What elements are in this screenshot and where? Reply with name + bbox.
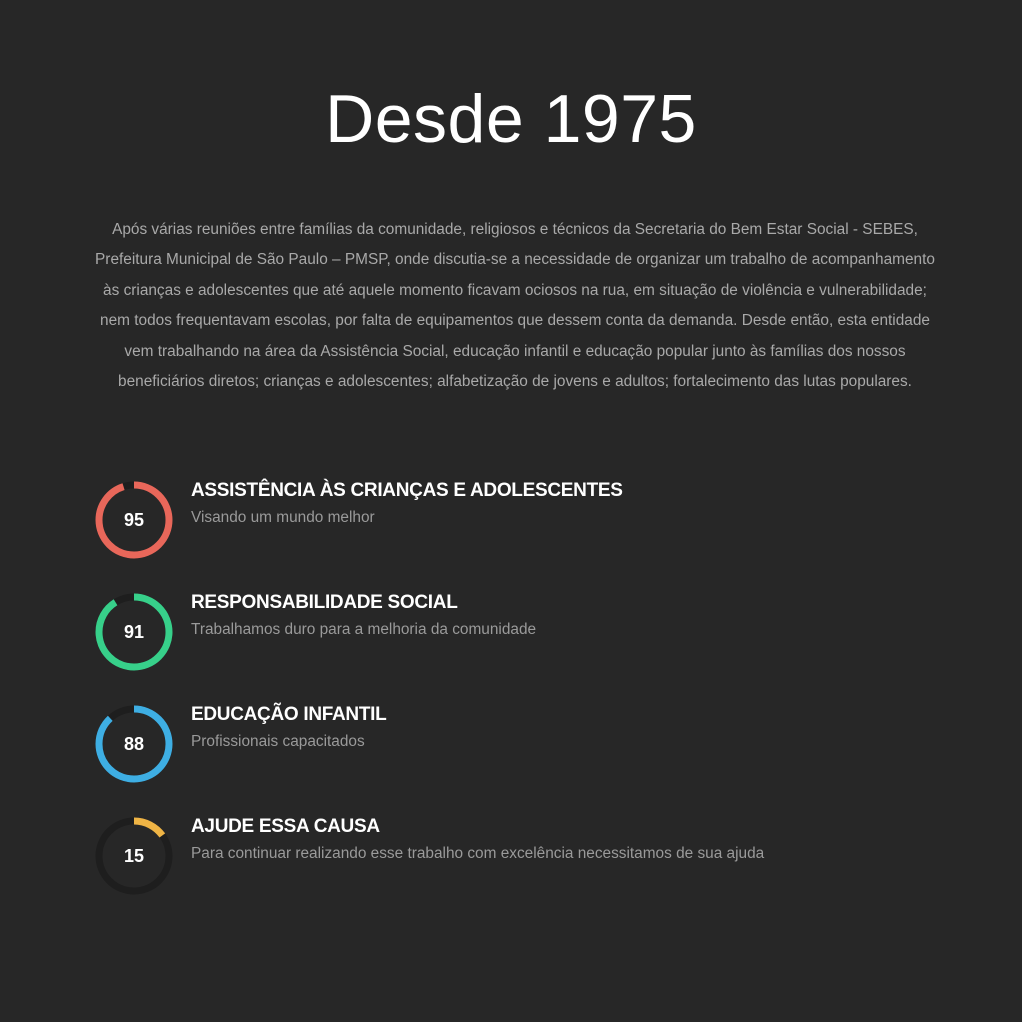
progress-value: 91 (123, 622, 145, 642)
progress-value: 88 (123, 734, 145, 754)
progress-ring (94, 816, 174, 896)
stats-list (94, 478, 934, 926)
progress-value: 15 (123, 846, 145, 866)
stat-item (94, 478, 934, 558)
stat-title: RESPONSABILIDADE SOCIAL (191, 592, 458, 613)
stat-title: AJUDE ESSA CAUSA (191, 816, 380, 837)
page-title: Desde 1975 (325, 81, 697, 157)
progress-value: 95 (123, 510, 145, 530)
stat-item (94, 702, 934, 782)
stat-subtitle: Para continuar realizando esse trabalho com excelência necessitamos de sua ajuda (191, 845, 765, 862)
stat-item (94, 590, 934, 670)
stat-subtitle: Visando um mundo melhor (191, 509, 375, 526)
progress-ring (94, 704, 174, 784)
stat-subtitle: Profissionais capacitados (191, 733, 365, 750)
progress-ring (94, 480, 174, 560)
stat-title: ASSISTÊNCIA ÀS CRIANÇAS E ADOLESCENTES (191, 480, 623, 501)
intro-paragraph: Após várias reuniões entre famílias da comunidade, religiosos e técnicos da Secretaria do Bem Estar Social - SEBES, Prefeitura Municipal de São Paulo – PMSP, onde discutia-se a necessidade de organizar um trabalho de acompanhamento às crianças e adolescentes que até aquele momento ficavam ociosos na rua, em situação de violência e vulnerabilidade; nem todos frequentavam escolas, por falta de equipamentos que dessem conta da demanda. Desde então, esta entidade vem trabalhando na área da Assistência Social, educação infantil e educação popular junto às famílias dos nossos beneficiários diretos; crianças e adolescentes; alfabetização de jovens e adultos; fortalecimento das lutas populares. (95, 221, 935, 391)
stat-item (94, 814, 934, 894)
progress-ring (94, 592, 174, 672)
stat-subtitle: Trabalhamos duro para a melhoria da comunidade (191, 621, 537, 638)
stat-title: EDUCAÇÃO INFANTIL (191, 704, 387, 725)
